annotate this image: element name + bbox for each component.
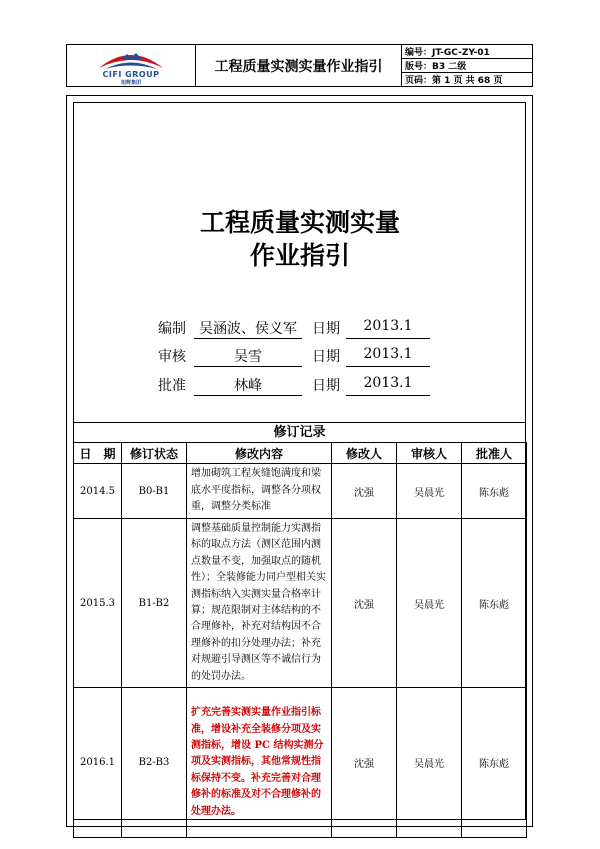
signature-name: 吴涵波、侯义军 [199, 321, 297, 337]
cover-title-line2: 作业指引 [249, 241, 350, 270]
doc-number: 编号：JT-GC-ZY-01 [402, 45, 532, 59]
row-content: 增加砌筑工程灰缝饱满度和梁底水平度指标，调整各分项权重，调整分类标准 [187, 464, 332, 519]
signature-role: 编制 [158, 321, 186, 337]
signature-date-label: 日期 [312, 349, 340, 365]
name-underline [194, 366, 302, 367]
date-underline [346, 338, 430, 339]
name-underline [194, 395, 302, 396]
logo-chinese-text: 旭辉集团 [120, 80, 141, 86]
signature-date: 2013.1 [363, 375, 413, 391]
table-row [74, 464, 527, 519]
table-row [74, 519, 527, 688]
col-status: 修订状态 [122, 443, 187, 464]
date-underline [346, 366, 430, 367]
doc-version: 版号：B3 二级 [402, 59, 532, 73]
signature-date-label: 日期 [312, 321, 340, 337]
signature-row-reviewer [0, 342, 600, 368]
revision-table [73, 442, 527, 838]
page-number: 页码：第 1 页 共 68 页 [405, 76, 503, 86]
row-reviewer: 吴晨光 [397, 519, 462, 688]
row-reviewer: 吴晨光 [397, 688, 462, 838]
document-header [66, 44, 533, 87]
row-content: 扩充完善实测实量作业指引标准，增设补充全装修分项及实测指标，增设 PC 结构实测分项及实测指标，其他常规性指标保持不变。补充完善对合理修补的标准及对不合理修补的处理办法。 [187, 688, 332, 838]
col-date: 日 期 [74, 443, 122, 464]
signature-row-author [0, 314, 600, 340]
col-content: 修改内容 [187, 443, 332, 464]
row-status: B2-B3 [122, 688, 187, 838]
signature-date-label: 日期 [312, 378, 340, 394]
signature-date: 2013.1 [363, 346, 413, 362]
date-underline [346, 395, 430, 396]
table-header-row [74, 443, 527, 464]
revision-record-title: 修订记录 [73, 422, 526, 442]
cifi-logo-icon [95, 48, 167, 70]
col-author: 修改人 [332, 443, 397, 464]
signature-name: 林峰 [234, 378, 262, 394]
row-status: B1-B2 [122, 519, 187, 688]
signature-row-approver [0, 371, 600, 397]
col-approver: 批准人 [462, 443, 527, 464]
signature-name: 吴雪 [234, 349, 262, 365]
signature-date: 2013.1 [363, 318, 413, 334]
row-author: 沈强 [332, 688, 397, 838]
header-meta [401, 45, 532, 86]
row-date: 2014.5 [74, 464, 122, 519]
row-approver: 陈东彪 [462, 688, 527, 838]
col-reviewer: 审核人 [397, 443, 462, 464]
row-reviewer: 吴晨光 [397, 464, 462, 519]
row-approver: 陈东彪 [462, 464, 527, 519]
header-title: 工程质量实测实量作业指引 [214, 58, 383, 75]
row-author: 沈强 [332, 464, 397, 519]
row-author: 沈强 [332, 519, 397, 688]
cover-title-line1: 工程质量实测实量 [199, 208, 400, 237]
row-approver: 陈东彪 [462, 519, 527, 688]
logo-english-text: CIFI GROUP [102, 70, 160, 79]
signature-role: 批准 [158, 378, 186, 394]
name-underline [194, 338, 302, 339]
row-content: 调整基础质量控制能力实测指标的取点方法（测区范围内测点数量不变，加强取点的随机性）；全装修能力同户型相关实测指标纳入实测实量合格率计算；规范限制对主体结构的不合理修补，补充对结构因不合理修补的扣分处理办法；补充对规避引导测区等不诚信行为的处罚办法。 [187, 519, 332, 688]
row-date: 2015.3 [74, 519, 122, 688]
row-date: 2016.1 [74, 688, 122, 838]
row-status: B0-B1 [122, 464, 187, 519]
table-row [74, 688, 527, 838]
signature-role: 审核 [158, 349, 186, 365]
company-logo [67, 45, 196, 86]
